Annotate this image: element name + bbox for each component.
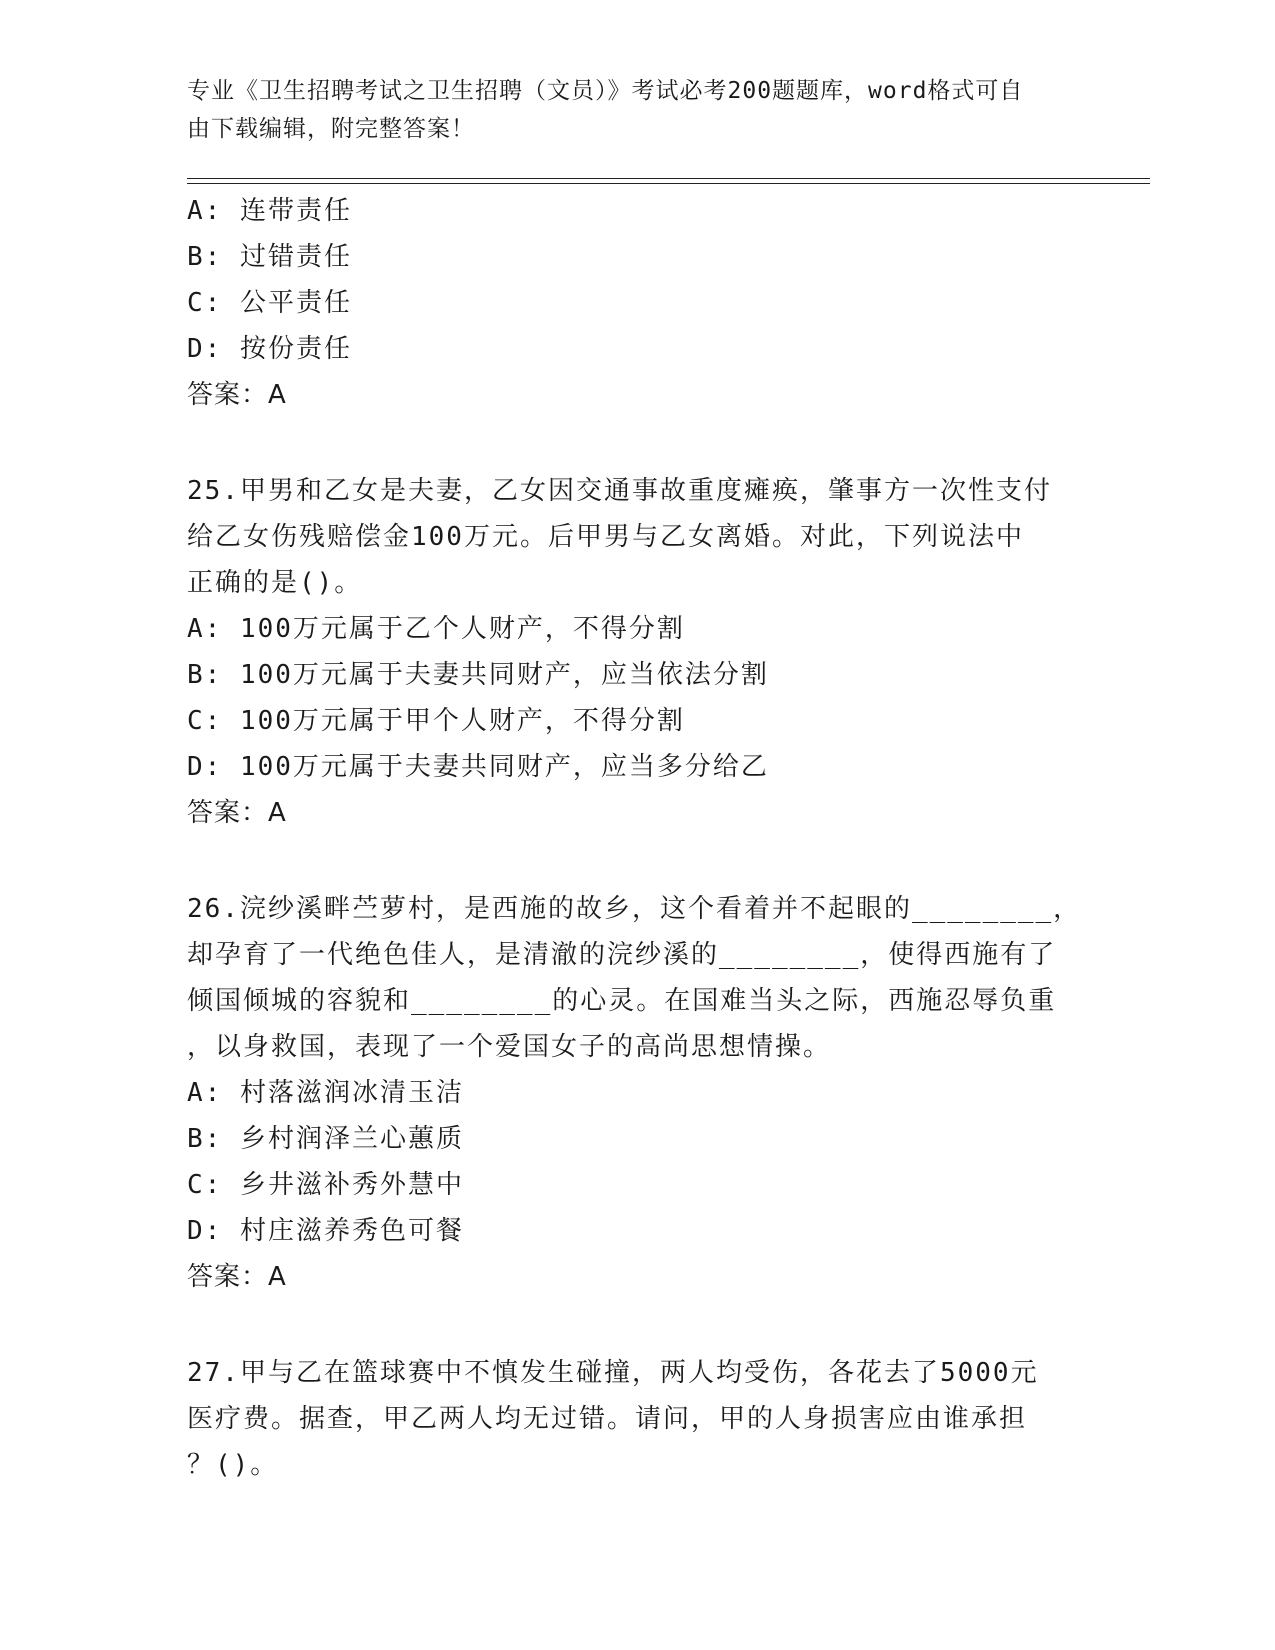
question-text-line: ？()。 bbox=[187, 1450, 279, 1480]
question-25 bbox=[187, 468, 1087, 836]
answer-line: 答案：A bbox=[187, 1262, 287, 1292]
answer-line: 答案：A bbox=[187, 380, 287, 410]
spacer bbox=[187, 418, 1087, 468]
option-c: C: 乡井滋补秀外慧中 bbox=[187, 1170, 464, 1200]
spacer bbox=[187, 1300, 1087, 1350]
header-divider-bottom bbox=[187, 183, 1150, 184]
option-b: B: 100万元属于夫妻共同财产，应当依法分割 bbox=[187, 660, 769, 690]
header-line-2: 由下载编辑，附完整答案！ bbox=[187, 116, 475, 142]
option-b: B: 乡村润泽兰心蕙质 bbox=[187, 1124, 464, 1154]
spacer bbox=[187, 836, 1087, 886]
question-text-line: 26.浣纱溪畔苎萝村，是西施的故乡，这个看着并不起眼的________， bbox=[187, 894, 1082, 924]
document-header bbox=[187, 72, 1067, 148]
option-a: A: 连带责任 bbox=[187, 196, 352, 226]
option-a: A: 村落滋润冰清玉洁 bbox=[187, 1078, 464, 1108]
answer-line: 答案：A bbox=[187, 798, 287, 828]
header-line-1: 专业《卫生招聘考试之卫生招聘（文员）》考试必考200题题库，word格式可自 bbox=[187, 78, 1024, 104]
question-text-line: ，以身救国，表现了一个爱国女子的高尚思想情操。 bbox=[187, 1032, 832, 1062]
question-text-line: 27.甲与乙在篮球赛中不慎发生碰撞，两人均受伤，各花去了5000元 bbox=[187, 1358, 1039, 1388]
question-26 bbox=[187, 886, 1087, 1300]
question-text-line: 正确的是()。 bbox=[187, 568, 363, 598]
question-27 bbox=[187, 1350, 1087, 1488]
question-text-line: 却孕育了一代绝色佳人，是清澈的浣纱溪的________，使得西施有了 bbox=[187, 940, 1057, 970]
question-text-line: 25.甲男和乙女是夫妻，乙女因交通事故重度瘫痪，肇事方一次性支付 bbox=[187, 476, 1052, 506]
option-d: D: 按份责任 bbox=[187, 334, 352, 364]
option-a: A: 100万元属于乙个人财产，不得分割 bbox=[187, 614, 685, 644]
question-text-line: 倾国倾城的容貌和________的心灵。在国难当头之际，西施忍辱负重 bbox=[187, 986, 1057, 1016]
question-24 bbox=[187, 188, 1087, 418]
question-text-line: 医疗费。据查，甲乙两人均无过错。请问，甲的人身损害应由谁承担 bbox=[187, 1404, 1028, 1434]
question-text-line: 给乙女伤残赔偿金100万元。后甲男与乙女离婚。对此，下列说法中 bbox=[187, 522, 1024, 552]
header-divider-top bbox=[187, 178, 1150, 179]
document-content bbox=[187, 188, 1087, 1488]
option-b: B: 过错责任 bbox=[187, 242, 352, 272]
option-c: C: 公平责任 bbox=[187, 288, 352, 318]
option-d: D: 村庄滋养秀色可餐 bbox=[187, 1216, 464, 1246]
option-d: D: 100万元属于夫妻共同财产，应当多分给乙 bbox=[187, 752, 769, 782]
option-c: C: 100万元属于甲个人财产，不得分割 bbox=[187, 706, 685, 736]
